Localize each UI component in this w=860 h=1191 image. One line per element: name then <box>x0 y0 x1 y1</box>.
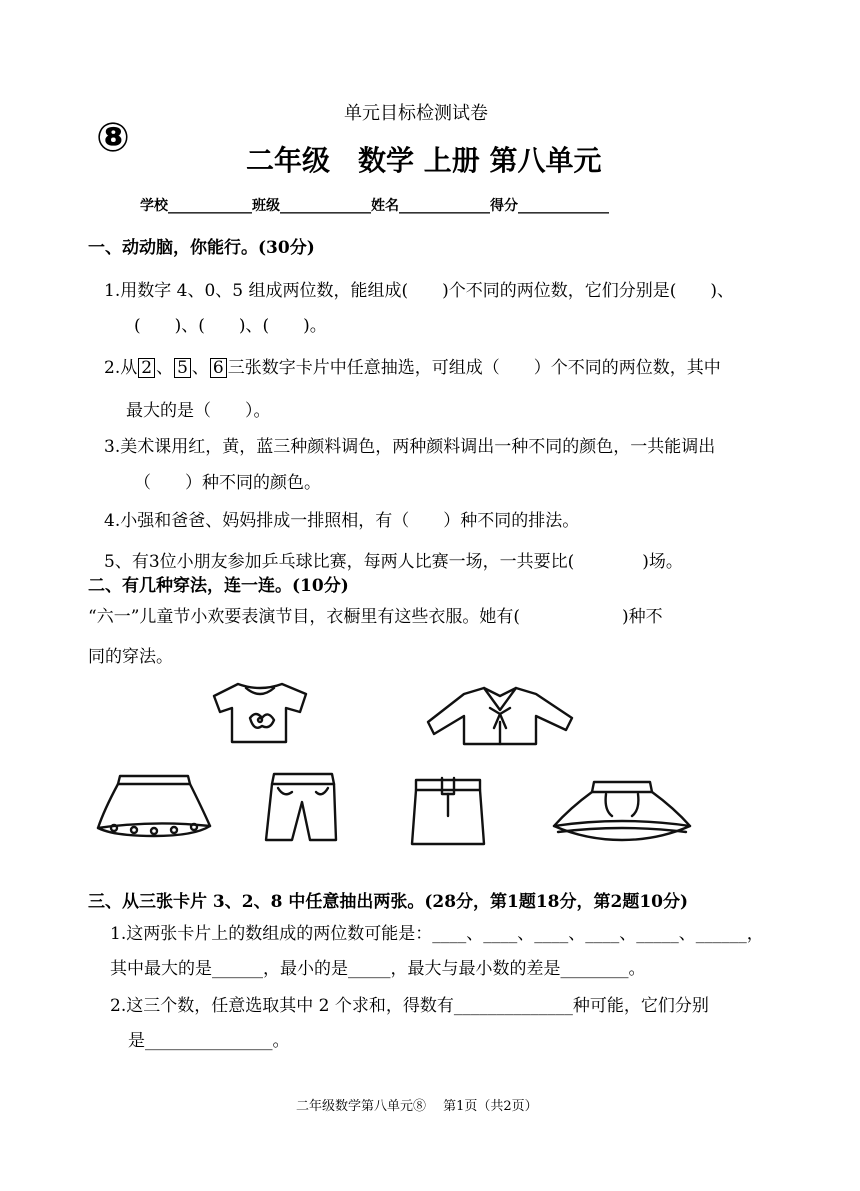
s3-q1-line1: 1.这两张卡片上的数组成的两位数可能是：____、____、____、____、_____、______， <box>110 924 764 944</box>
number-card-5: 5 <box>174 358 191 378</box>
student-info-line: 学校____________班级_____________姓名_____________得分_____________ <box>140 198 609 214</box>
unit-badge: ⑧ <box>96 115 130 161</box>
s3-q2-line2: 是_______________。 <box>128 1031 290 1051</box>
s1-q5: 5、有3位小朋友参加乒乓球比赛，每两人比赛一场，一共要比( )场。 <box>104 552 683 572</box>
s1-q2-line1 <box>104 358 721 378</box>
s1-q3-line2: （ ）种不同的颜色。 <box>134 473 321 493</box>
s2-text-line1: “六一”儿童节小欢要表演节目，衣橱里有这些衣服。她有( )种不 <box>88 607 663 627</box>
number-card-2: 2 <box>138 358 155 378</box>
flared-skirt-icon <box>94 770 214 842</box>
s1-q4: 4.小强和爸爸、妈妈排成一排照相，有（ ）种不同的排法。 <box>104 511 580 531</box>
s1-q2-suffix: 三张数字卡片中任意抽选，可组成（ ）个不同的两位数，其中 <box>227 358 721 378</box>
s1-q2-sep2: 、 <box>191 358 209 378</box>
s1-q2-prefix: 2.从 <box>104 358 138 378</box>
s2-text-line2: 同的穿法。 <box>88 647 173 667</box>
section1-heading: 一、动动脑，你能行。(30分) <box>88 238 315 258</box>
s1-q1-line1: 1.用数字 4、0、5 组成两位数，能组成( )个不同的两位数，它们分别是( )、 <box>104 281 735 301</box>
pencil-skirt-icon <box>408 772 488 852</box>
page-title: 二年级 数学 上册 第八单元 <box>246 144 602 177</box>
jacket-icon <box>420 682 580 752</box>
s1-q2-line2: 最大的是（ ）。 <box>126 401 271 421</box>
shorts-icon <box>262 766 342 846</box>
number-card-6: 6 <box>210 358 227 378</box>
s1-q2-sep1: 、 <box>156 358 174 378</box>
tshirt-icon <box>210 678 310 748</box>
subtitle: 单元目标检测试卷 <box>344 103 488 124</box>
s1-q3-line1: 3.美术课用红，黄，蓝三种颜料调色，两种颜料调出一种不同的颜色，一共能调出 <box>104 437 716 457</box>
s3-q1-line2: 其中最大的是______，最小的是_____，最大与最小数的差是________。 <box>110 959 646 979</box>
section2-heading: 二、有几种穿法，连一连。(10分) <box>88 576 349 596</box>
tiered-skirt-icon <box>546 776 696 848</box>
s1-q1-line2: ( )、( )、( )。 <box>134 316 327 336</box>
section3-heading: 三、从三张卡片 3、2、8 中任意抽出两张。(28分，第1题18分，第2题10分) <box>88 892 689 912</box>
s3-q2-line1: 2.这三个数，任意选取其中 2 个求和，得数有______________种可能，它们分别 <box>110 996 709 1016</box>
page-footer: 二年级数学第八单元⑧ 第1页（共2页） <box>296 1099 538 1114</box>
